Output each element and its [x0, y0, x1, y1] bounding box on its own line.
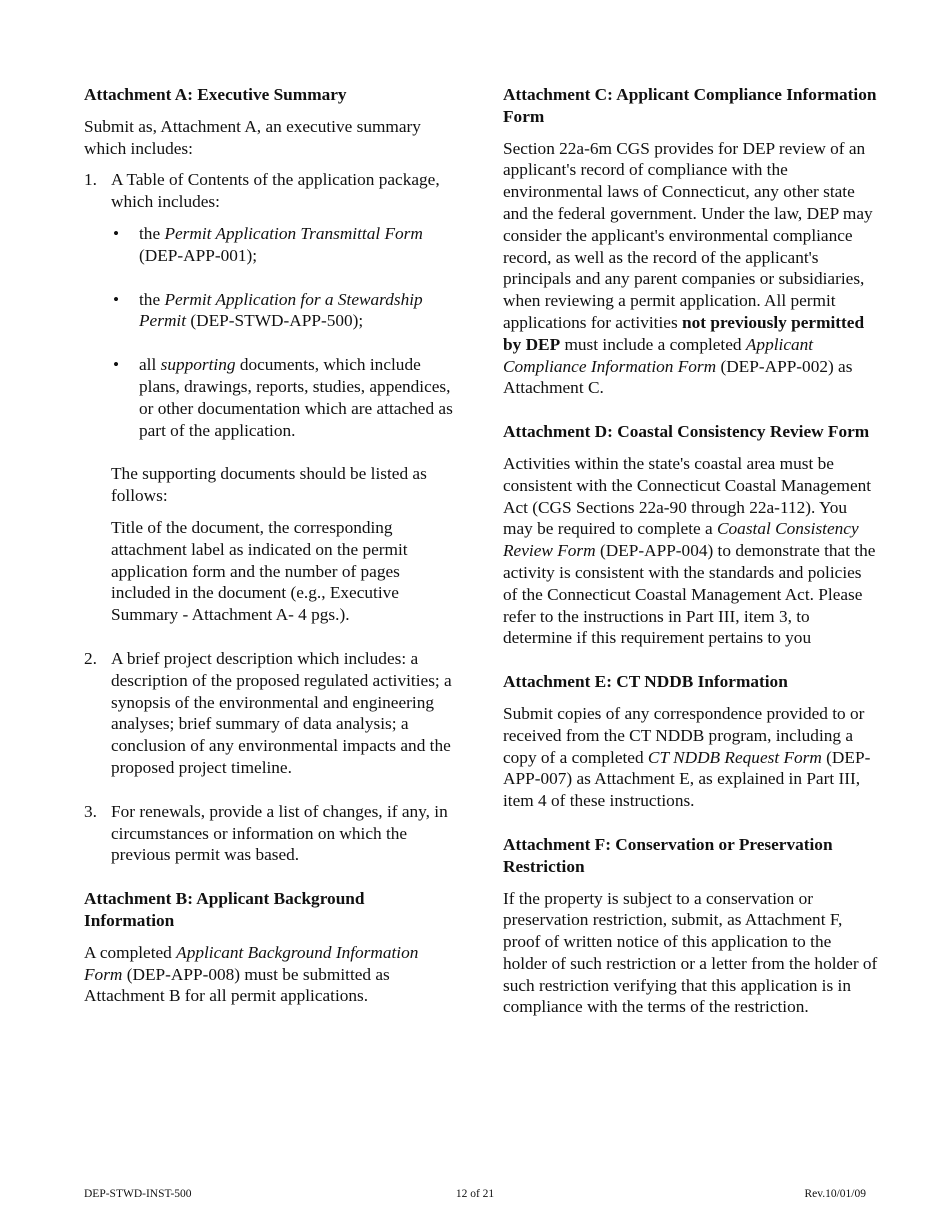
toc-bullet-stewardship	[111, 289, 456, 333]
attachment-b-body	[84, 942, 456, 1007]
page-footer	[84, 1186, 866, 1202]
body-text: A completed	[84, 942, 177, 962]
body-text: Activities within the state's coastal area must be consistent with the Connecticut Coastal Management Act (CGS Sections 22a-90 through 22a-112). You may be required to complete a	[503, 453, 872, 539]
bullet-icon: •	[113, 355, 120, 375]
attachment-e-body	[503, 703, 878, 812]
item-2-text: A brief project description which includes: a description of the proposed regulated activities; a synopsis of the environmental and engineering analyses; brief summary of data analysis; a conclusion of any environmental impacts and the proposed project timeline.	[111, 648, 452, 777]
body-text: (DEP-APP-004) to demonstrate that the activity is consistent with the standards and policies of the Connecticut Coastal Management Act. Please refer to the instructions in Part III, item 3, to determine if this requirement pertains to you	[503, 541, 876, 648]
bullet-text: (DEP-STWD-APP-500);	[186, 311, 364, 331]
emphasis-text: not previously permitted by DEP	[503, 312, 865, 354]
attachment-a-heading: Attachment A: Executive Summary	[84, 85, 347, 104]
body-text: (DEP-APP-007) as Attachment E, as explained in Part III, item 4 of these instructions.	[503, 747, 871, 811]
attachment-b-heading: Attachment B: Applicant Background Information	[84, 889, 365, 930]
body-text: (DEP-APP-002) as Attachment C.	[503, 356, 853, 398]
attachment-d-body	[503, 453, 878, 649]
item-1-text: A Table of Contents of the application package, which includes:	[111, 170, 440, 212]
bullet-icon: •	[113, 223, 120, 243]
attachment-a-intro: Submit as, Attachment A, an executive summary which includes:	[84, 116, 421, 158]
body-text: Section 22a-6m CGS provides for DEP review of an applicant's record of compliance with the environmental laws of Connecticut, any other state and the federal government. Under the law, DEP may consider the applicant's environmental compliance record, as well as the record of the applicant's principals and any parent companies or subsidiaries, when reviewing a permit application. All permit applications for activities	[503, 138, 873, 332]
toc-bullet-supporting	[111, 354, 456, 441]
attachment-a-item-2	[84, 648, 456, 779]
body-text: (DEP-APP-008) must be submitted as Attachment B for all permit applications.	[84, 964, 390, 1006]
attachment-e-heading: Attachment E: CT NDDB Information	[503, 672, 788, 692]
bullet-text: documents, which include plans, drawings, reports, studies, appendices, or other documentation which are attached as part of the application.	[139, 355, 453, 440]
right-column	[503, 84, 878, 1028]
attachment-a-item-3	[84, 801, 456, 866]
bullet-icon: •	[113, 289, 120, 309]
document-id: DEP-STWD-INST-500	[84, 1188, 192, 1200]
toc-bullet-transmittal	[111, 223, 456, 267]
body-text: must include a completed	[560, 334, 746, 354]
form-title: Permit Application for a Stewardship Permit	[139, 289, 423, 331]
left-column	[84, 84, 456, 1017]
form-title: Coastal Consistency Review Form	[503, 519, 859, 561]
attachment-d-heading: Attachment D: Coastal Consistency Review Form	[503, 422, 870, 442]
form-title: CT NDDB Request Form	[647, 747, 822, 767]
item-1-number: 1.	[84, 170, 97, 190]
form-title: Permit Application Transmittal Form	[164, 223, 423, 243]
item-3-text: For renewals, provide a list of changes, if any, in circumstances or information on which the previous permit was based.	[111, 801, 448, 865]
attachment-f-body: If the property is subject to a conservation or preservation restriction, submit, as Attachment F, proof of written notice of this application to the holder of such restriction or a letter from the holder of such restriction verifying that this application is in compliance with the terms of the restriction.	[503, 888, 878, 1017]
emphasis-text: supporting	[160, 355, 236, 375]
form-title: Applicant Background Information Form	[84, 942, 419, 984]
body-text: Submit copies of any correspondence provided to or received from the CT NDDB program, including a copy of a completed	[503, 703, 865, 767]
bullet-text: the	[139, 223, 165, 243]
attachment-c-body	[503, 138, 878, 400]
listing-note: The supporting documents should be listed as follows:	[111, 464, 427, 506]
bullet-text: all	[139, 355, 161, 375]
attachment-a-item-1	[84, 169, 456, 626]
attachment-f-heading: Attachment F: Conservation or Preservation Restriction	[503, 834, 833, 876]
listing-detail: Title of the document, the corresponding attachment label as indicated on the permit application form and the number of pages included in the document (e.g., Executive Summary - Attachment A- 4 pgs.).	[111, 517, 408, 625]
item-3-number: 3.	[84, 801, 97, 821]
page-number: 12 of 21	[455, 1188, 495, 1200]
item-2-number: 2.	[84, 648, 97, 668]
bullet-text: (DEP-APP-001);	[139, 245, 258, 265]
attachment-c-heading: Attachment C: Applicant Compliance Information Form	[503, 85, 877, 126]
revision-date: Rev.10/01/09	[804, 1188, 866, 1200]
bullet-text: the	[139, 289, 165, 309]
form-title: Applicant Compliance Information Form	[503, 334, 814, 376]
